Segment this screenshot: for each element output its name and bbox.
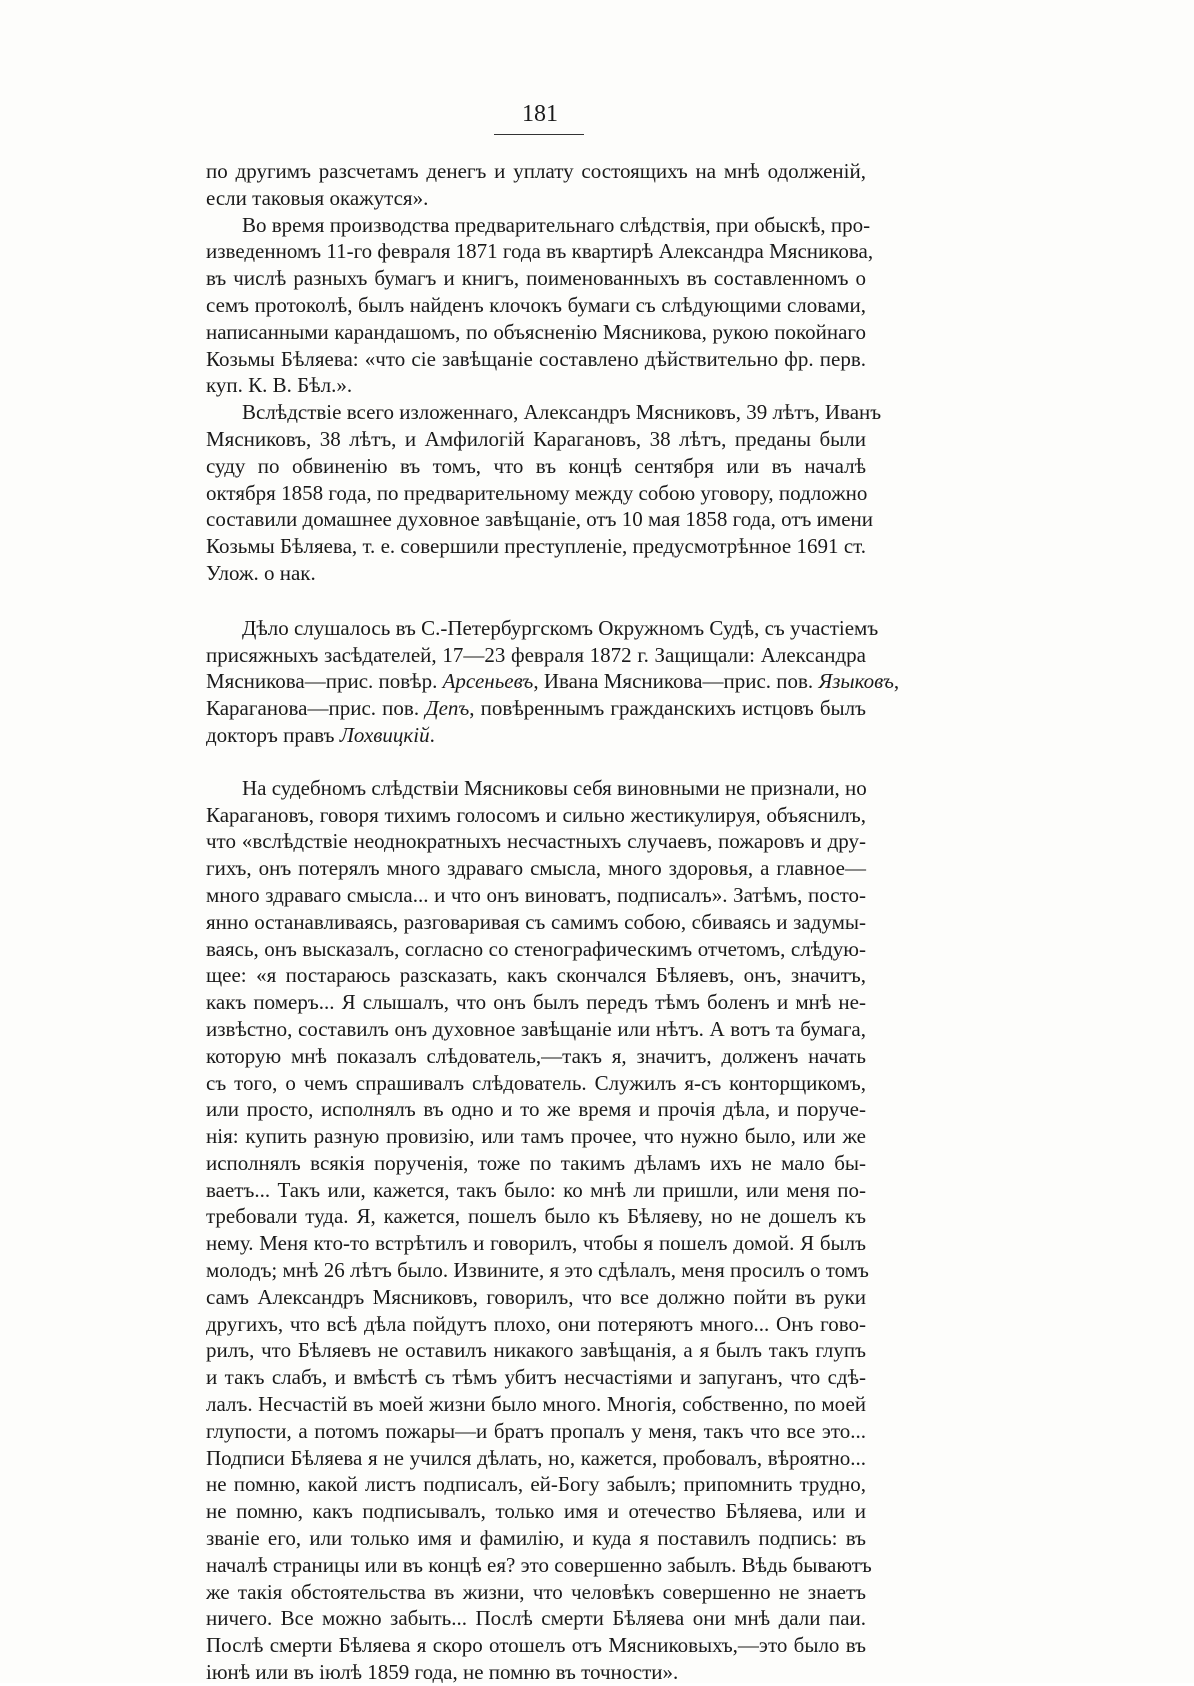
page-number: 181 [522, 101, 558, 127]
text-line: другихъ, что всѣ дѣла пойдутъ плохо, они потеряютъ много... Онъ гово- [206, 1311, 866, 1336]
text-line: Во время производства предварительнаго слѣдствія, при обыскѣ, про- [242, 212, 871, 237]
text-line: самъ Александръ Мясниковъ, говорилъ, что все должно пойти въ руки [206, 1284, 866, 1309]
text-line: глупости, а потомъ пожары—и братъ пропалъ у меня, такъ что все это... [206, 1418, 866, 1443]
text-line [206, 695, 866, 722]
text-line: началѣ страницы или въ концѣ ея? это совершенно забылъ. Вѣдь бываютъ [206, 1552, 872, 1577]
text-line [206, 615, 879, 642]
text-line: какъ померъ... Я слышалъ, что онъ былъ передъ тѣмъ боленъ и мнѣ не- [206, 990, 866, 1015]
text-line: гихъ, онъ потерялъ много здраваго смысла, много здоровья, а главное— [206, 856, 866, 881]
text-run: докторъ правъ [206, 722, 340, 747]
text-line: суду по обвиненію въ томъ, что въ концѣ сентября или въ началѣ [206, 453, 866, 478]
text-run: , Ивана Мясникова—прис. пов. [533, 669, 819, 694]
text-line: исполнялъ всякія порученія, тоже по такимъ дѣламъ ихъ не мало бы- [206, 1150, 866, 1175]
text-line [206, 722, 866, 749]
text-line: ваетъ... Такъ или, кажется, такъ было: ко мнѣ ли пришли, или меня по- [206, 1177, 866, 1202]
text-line: или просто, исполнялъ въ одно и то же время и прочія дѣла, и поруче- [206, 1097, 866, 1122]
text-line: Вслѣдствіе всего изложеннаго, Александръ Мясниковъ, 39 лѣтъ, Иванъ [242, 400, 882, 425]
text-line: рилъ, что Бѣляевъ не оставилъ никакого завѣщанія, а я былъ такъ глупъ [206, 1338, 866, 1363]
person-name: Депъ [425, 696, 470, 721]
text-line: Послѣ смерти Бѣляева я скоро отошелъ отъ Мясниковыхъ,—это было въ [206, 1633, 866, 1658]
text-line: ваясь, онъ высказалъ, согласно со стенографическимъ отчетомъ, слѣдую- [206, 936, 866, 961]
text-line: не помню, какъ подписывалъ, только имя и отечество Бѣляева, или и [206, 1499, 866, 1524]
text-line: извѣстно, составилъ онъ духовное завѣщаніе или нѣтъ. А вотъ та бумага, [206, 1016, 866, 1041]
text-line: составили домашнее духовное завѣщаніе, отъ 10 мая 1858 года, отъ имени [206, 507, 873, 532]
person-name: Языковъ [818, 669, 894, 694]
text-line: На судебномъ слѣдствіи Мясниковы себя виновными не признали, но [242, 775, 867, 800]
text-line: лалъ. Несчастій въ моей жизни было много. Многія, собственно, по моей [206, 1392, 866, 1417]
text-line: Козьмы Бѣляева, т. е. совершили преступленіе, предусмотрѣнное 1691 ст. [206, 534, 866, 559]
text-line: что «вслѣдствіе неоднократныхъ несчастныхъ случаевъ, пожаровъ и дру- [206, 829, 866, 854]
text-line [206, 668, 900, 695]
person-name: Лохвицкій [339, 722, 430, 747]
page-number-rule [494, 134, 584, 135]
paragraph-search-protocol [206, 212, 874, 400]
text-line: же такія обстоятельства въ жизни, что человѣкъ совершенно не знаетъ [206, 1579, 866, 1604]
text-run: . [429, 722, 435, 747]
text-line: если таковыя окажутся». [206, 185, 429, 210]
text-line: нему. Меня кто-то встрѣтилъ и говорилъ, чтобы я пошелъ домой. Я былъ [206, 1231, 866, 1256]
text-line: Подписи Бѣляева я не учился дѣлать, но, кажется, пробовалъ, вѣроятно... [206, 1445, 866, 1470]
text-line: ничего. Все можно забыть... Послѣ смерти Бѣляева они мнѣ дали паи. [206, 1606, 866, 1631]
paragraph-karaganov-testimony [206, 775, 872, 1686]
text-line: написанными карандашомъ, по объясненію Мясникова, рукою покойнаго [206, 319, 866, 344]
text-line: и такъ слабъ, и вмѣстѣ съ тѣмъ убитъ несчастіями и запуганъ, что сдѣ- [206, 1365, 866, 1390]
text-line: въ числѣ разныхъ бумагъ и книгъ, поименованныхъ въ составленномъ о [206, 266, 866, 291]
text-run: Мясникова—прис. повѣр. [206, 669, 443, 694]
person-name: Арсеньевъ [442, 669, 534, 694]
paragraph-charges [206, 399, 882, 587]
text-line: которую мнѣ показалъ слѣдователь,—такъ я, значитъ, долженъ начать [206, 1043, 866, 1068]
text-line: семъ протоколѣ, былъ найденъ клочокъ бумаги съ слѣдующими словами, [206, 292, 866, 317]
text-line: куп. К. В. Бѣл.». [206, 373, 353, 398]
text-line: требовали туда. Я, кажется, пошелъ было къ Бѣляеву, но не дошелъ къ [206, 1204, 866, 1229]
page-body [206, 158, 900, 1686]
text-line: Мясниковъ, 38 лѣтъ, и Амфилогій Карагановъ, 38 лѣтъ, преданы были [206, 426, 866, 451]
text-line: щее: «я постараюсь разсказать, какъ скончался Бѣляевъ, онъ, значитъ, [206, 963, 866, 988]
text-run: , [893, 669, 900, 694]
text-line: молодъ; мнѣ 26 лѣтъ было. Извините, я это сдѣлалъ, меня просилъ о томъ [206, 1258, 869, 1283]
text-line: по другимъ разсчетамъ денегъ и уплату состоящихъ на мнѣ одолженій, [206, 159, 866, 183]
text-line [206, 642, 866, 669]
text-run: присяжныхъ засѣдателей, 17—23 февраля 1872 г. Защищали: Александра [206, 642, 866, 667]
text-run: Караганова—прис. пов. [206, 696, 426, 721]
text-run: , повѣреннымъ гражданскихъ истцовъ былъ [469, 696, 866, 721]
paragraph-continuation [206, 158, 866, 212]
text-line: не помню, какой листъ подписалъ, ей-Богу забылъ; припомнить трудно, [206, 1472, 866, 1497]
text-line: много здраваго смысла... и что онъ виноватъ, подписалъ». Затѣмъ, посто- [206, 882, 866, 907]
text-line: изведенномъ 11-го февраля 1871 года въ квартирѣ Александра Мясникова, [206, 239, 874, 264]
text-line: октября 1858 года, по предварительному между собою уговору, подложно [206, 480, 868, 505]
paragraph-trial-participants [206, 615, 900, 749]
text-line: Козьмы Бѣляева: «что сіе завѣщаніе составлено дѣйствительно фр. перв. [206, 346, 866, 371]
text-run: Дѣло слушалось въ С.-Петербургскомъ Окружномъ Судѣ, съ участіемъ [242, 615, 879, 640]
text-line: нія: купить разную провизію, или тамъ прочее, что нужно было, или же [206, 1124, 866, 1149]
text-line: съ того, о чемъ спрашивалъ слѣдователь. Служилъ я-съ конторщикомъ, [206, 1070, 866, 1095]
text-line: янно останавливаясь, разговаривая съ самимъ собою, сбиваясь и задумы- [206, 909, 866, 934]
text-line: званіе его, или только имя и фамилію, и куда я поставилъ подпись: въ [206, 1526, 866, 1551]
text-line: Карагановъ, говоря тихимъ голосомъ и сильно жестикулируя, объяснилъ, [206, 802, 866, 827]
text-line: іюнѣ или въ іюлѣ 1859 года, не помню въ точности». [206, 1660, 679, 1685]
text-line: Улож. о нак. [206, 560, 316, 585]
